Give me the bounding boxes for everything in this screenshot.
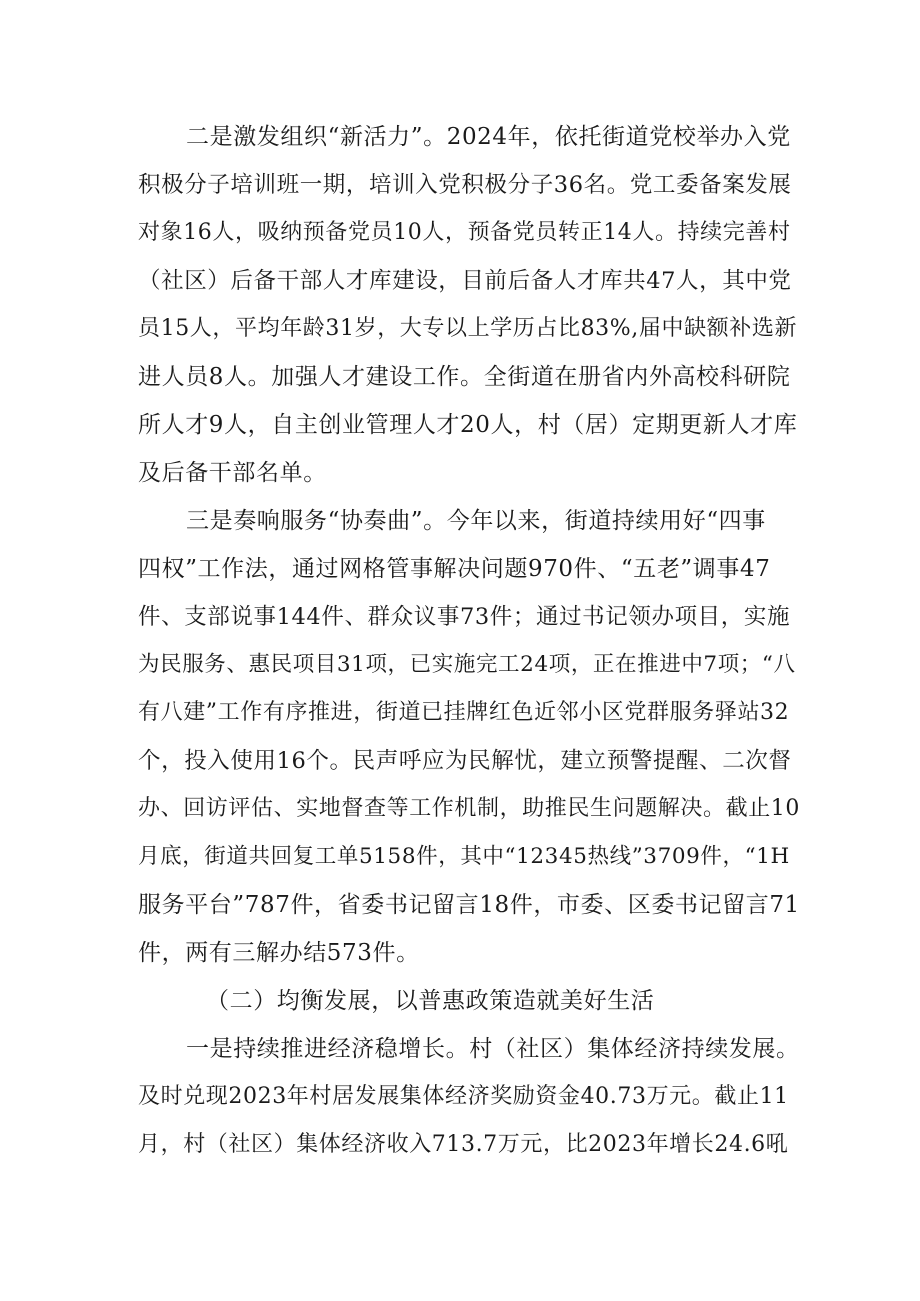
paragraph-2-line-1: 三是奏响服务“协奏曲”。今年以来，街道持续用好“四事 [186, 508, 766, 534]
paragraph-1-line-5: 员15人，平均年龄31岁，大专以上学历占比83%,届中缺额补选新 [138, 316, 798, 341]
paragraph-2-line-6: 个，投入使用16个。民声呼应为民解忧，建立预警提醒、二次督 [138, 748, 792, 774]
paragraph-2-line-10: 件，两有三解办结573件。 [138, 940, 420, 966]
paragraph-2-line-3: 件、支部说事144件、群众议事73件；通过书记领办项目，实施 [138, 604, 791, 630]
paragraph-2-line-2: 四权”工作法，通过网格管事解决问题970件、“五老”调事47 [138, 556, 771, 582]
paragraph-3-line-3: 月，村（社区）集体经济收入713.7万元，比2023年增长24.6吼 [138, 1132, 789, 1157]
paragraph-1-line-8: 及后备干部名单。 [138, 460, 327, 486]
paragraph-1-line-7: 所人才9人，自主创业管理人才20人，村（居）定期更新人才库 [138, 412, 798, 438]
paragraph-2-line-5: 有八建”工作有序推进，街道已挂牌红色近邻小区党群服务驿站32 [138, 700, 790, 725]
paragraph-2-line-7: 办、回访评估、实地督查等工作机制，助推民生问题解决。截止10 [138, 796, 800, 821]
paragraph-1-line-4: （社区）后备干部人才库建设，目前后备人才库共47人，其中党 [138, 268, 792, 294]
paragraph-3-line-1: 一是持续推进经济稳增长。村（社区）集体经济持续发展。 [186, 1036, 800, 1062]
paragraph-1-line-6: 进人员8人。加强人才建设工作。全街道在册省内外高校科研院 [138, 364, 791, 390]
paragraph-2-line-9: 服务平台”787件，省委书记留言18件，市委、区委书记留言71 [138, 892, 800, 918]
paragraph-2-line-4: 为民服务、惠民项目31项，已实施完工24项，正在推进中7项；“八 [138, 652, 796, 677]
paragraph-1-line-1: 二是激发组织“新活力”。2024年，依托街道党校举办入党 [186, 124, 791, 150]
paragraph-2-line-8: 月底，街道共回复工单5158件，其中“12345热线”3709件，“1H [138, 844, 790, 869]
paragraph-1-line-3: 对象16人，吸纳预备党员10人，预备党员转正14人。持续完善村 [138, 220, 791, 245]
paragraph-1-line-2: 积极分子培训班一期，培训入党积极分子36名。党工委备案发展 [138, 172, 792, 198]
section-heading: （二）均衡发展，以普惠政策造就美好生活 [206, 988, 655, 1014]
paragraph-3-line-2: 及时兑现2023年村居发展集体经济奖励资金40.73万元。截止11 [138, 1084, 789, 1109]
